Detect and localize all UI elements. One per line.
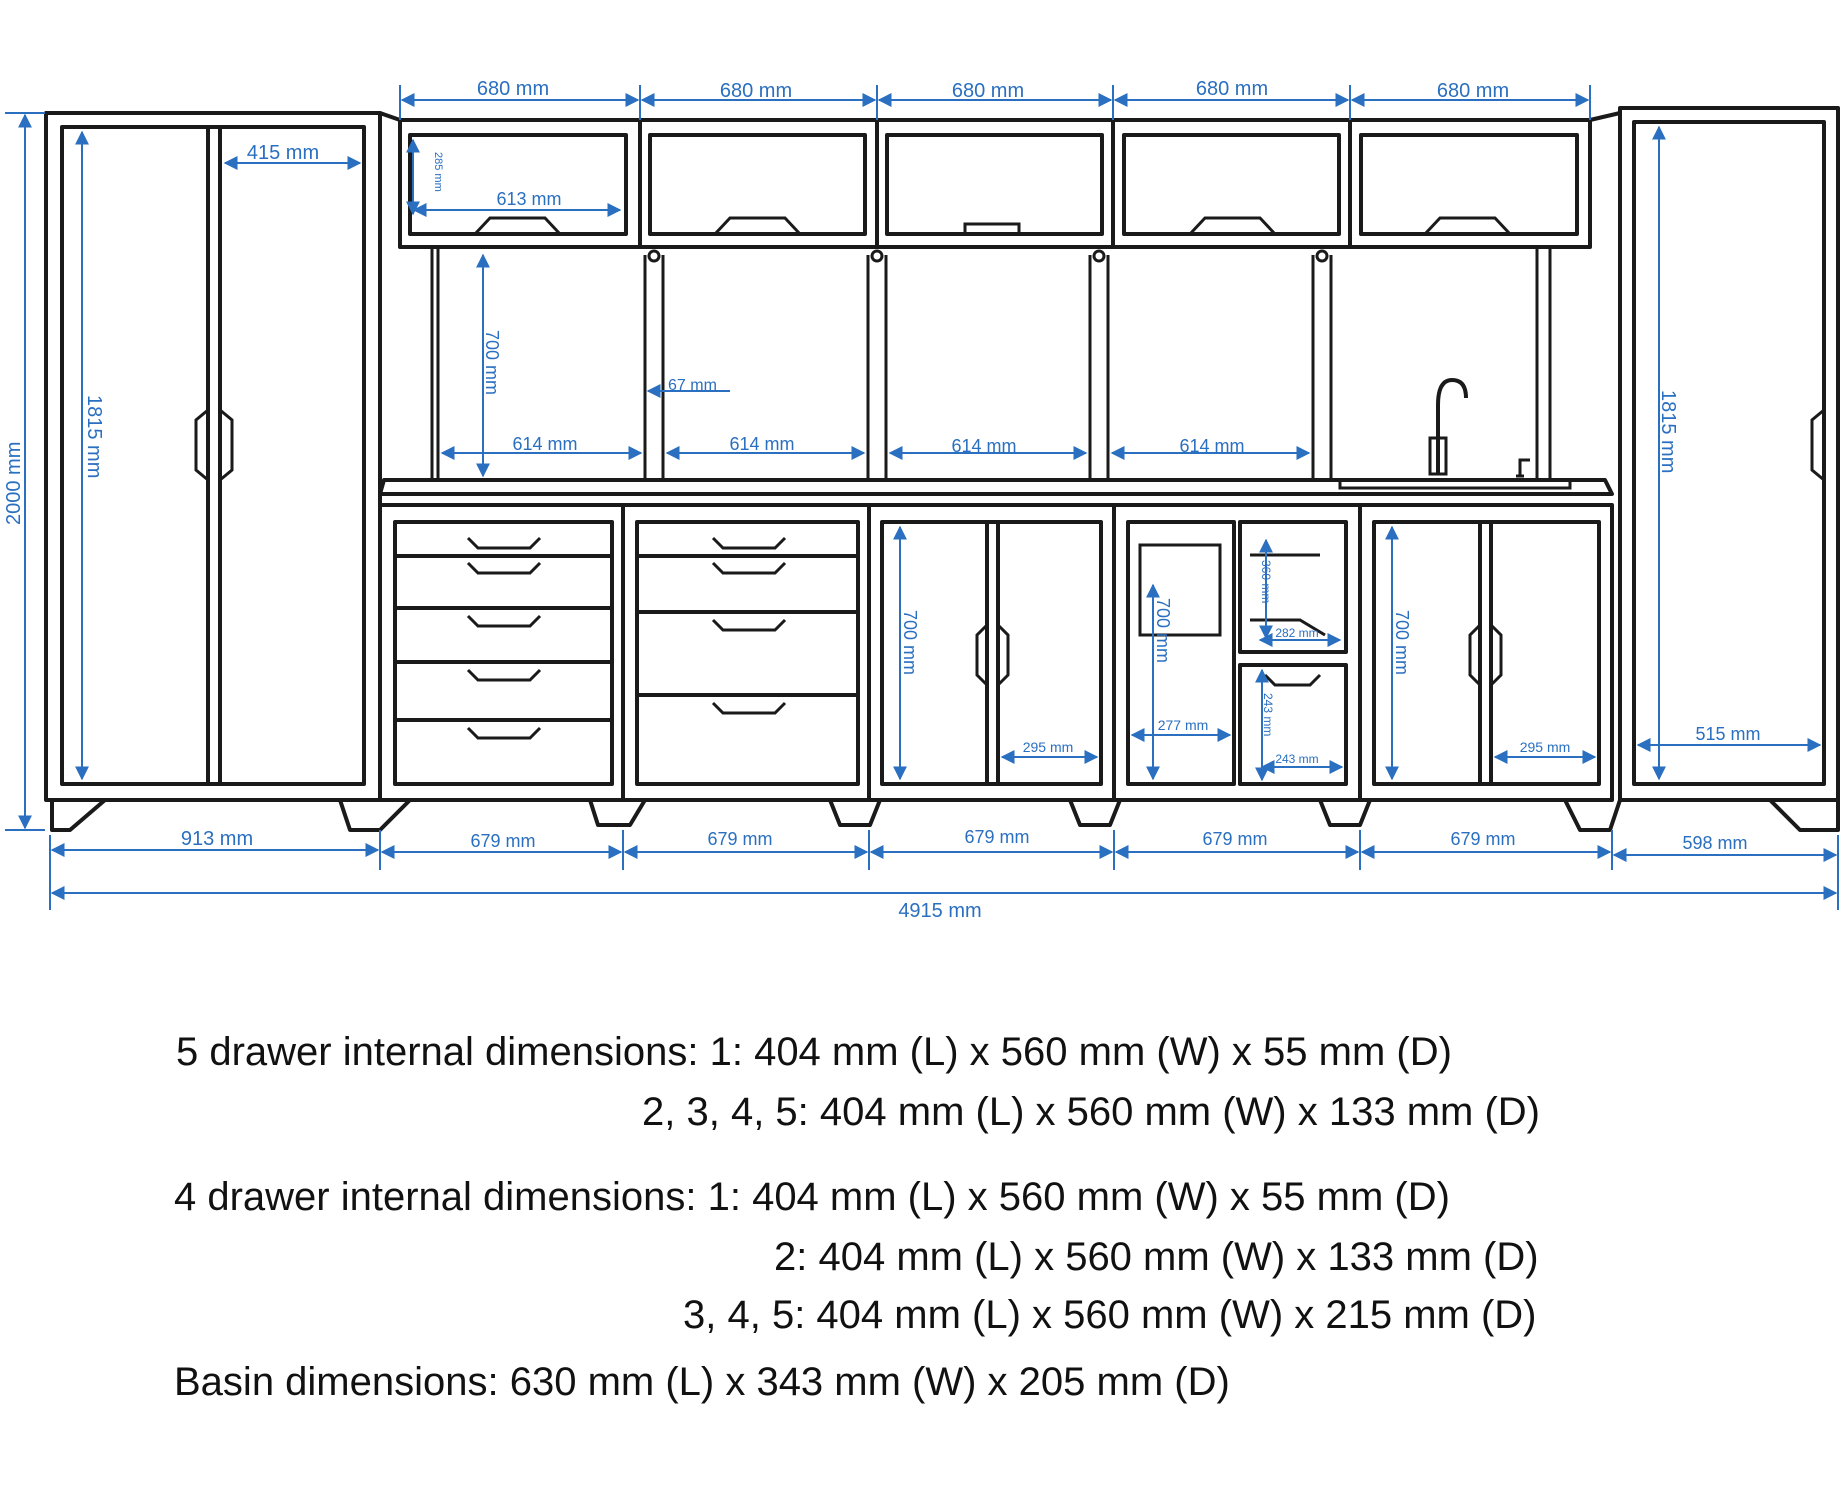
- dim-bottom-width-7: 598 mm: [1682, 833, 1748, 853]
- dim-base-door-a-height: 700 mm: [900, 610, 920, 676]
- dim-wall-cab-inner-width: 613 mm: [496, 189, 562, 209]
- dimension-labels: [3, 78, 1761, 922]
- basin-line: Basin dimensions: 630 mm (L) x 343 mm (W) x 205 mm (D): [174, 1360, 1230, 1404]
- dim-bottom-width-4: 679 mm: [964, 827, 1030, 847]
- dim-top-width-1: 680 mm: [476, 78, 550, 100]
- dim-bottom-width-6: 679 mm: [1450, 829, 1516, 849]
- right-tall-cabinet: [1565, 108, 1838, 830]
- dim-backboard-width-1: 614 mm: [512, 434, 578, 454]
- dim-small-drawer-width: 243 mm: [1275, 752, 1319, 766]
- dim-total-width: 4915 mm: [898, 900, 982, 922]
- dim-backboard-width-2: 614 mm: [729, 434, 795, 454]
- base-cabinets: [380, 505, 1612, 825]
- dim-top-width-4: 680 mm: [1195, 78, 1269, 100]
- dim-small-drawer-height: 243 mm: [1261, 693, 1275, 737]
- dim-shelf-width: 282 mm: [1275, 626, 1319, 640]
- dim-tall-right-height: 1815 mm: [1657, 390, 1679, 474]
- dim-bottom-width-1: 913 mm: [180, 828, 254, 850]
- dim-tall-left-height: 1815 mm: [83, 395, 105, 479]
- four-drawer-line-1: 4 drawer internal dimensions: 1: 404 mm (L) x 560 mm (W) x 55 mm (D): [174, 1175, 1450, 1219]
- dim-tall-left-door-width: 415 mm: [246, 142, 320, 164]
- dim-base-door-b-width: 295 mm: [1519, 739, 1571, 755]
- five-drawer-line-2: 2, 3, 4, 5: 404 mm (L) x 560 mm (W) x 133 mm (D): [642, 1090, 1540, 1134]
- dim-base-door-b-height: 700 mm: [1392, 610, 1412, 676]
- dim-total-height: 2000 mm: [3, 441, 25, 525]
- faucet: [1430, 380, 1530, 476]
- dim-tall-right-door-width: 515 mm: [1695, 724, 1761, 744]
- dimension-lines: [5, 85, 1838, 910]
- dim-backboard-width-3: 614 mm: [951, 436, 1017, 456]
- dim-bottom-width-3: 679 mm: [707, 829, 773, 849]
- four-drawer-line-3: 3, 4, 5: 404 mm (L) x 560 mm (W) x 215 mm (D): [683, 1293, 1537, 1337]
- dim-backboard-height: 700 mm: [482, 330, 502, 396]
- dim-top-width-3: 680 mm: [951, 80, 1025, 102]
- dim-fridge-height: 700 mm: [1153, 598, 1173, 664]
- dim-wall-cab-height: 285 mm: [432, 152, 444, 192]
- dim-shelf-height: 360 mm: [1259, 560, 1273, 604]
- dim-post-width: 67 mm: [668, 377, 717, 394]
- dim-top-width-2: 680 mm: [719, 80, 793, 102]
- dim-bottom-width-2: 679 mm: [470, 831, 536, 851]
- dim-backboard-width-4: 614 mm: [1179, 436, 1245, 456]
- five-drawer-line-1: 5 drawer internal dimensions: 1: 404 mm (L) x 560 mm (W) x 55 mm (D): [176, 1030, 1452, 1074]
- dim-fridge-width: 277 mm: [1157, 717, 1209, 733]
- countertop: [380, 480, 1612, 505]
- dim-top-width-5: 680 mm: [1436, 80, 1510, 102]
- dim-bottom-width-5: 679 mm: [1202, 829, 1268, 849]
- wall-cabinets: [380, 113, 1620, 247]
- dim-base-door-a-width: 295 mm: [1022, 739, 1074, 755]
- four-drawer-line-2: 2: 404 mm (L) x 560 mm (W) x 133 mm (D): [774, 1235, 1539, 1279]
